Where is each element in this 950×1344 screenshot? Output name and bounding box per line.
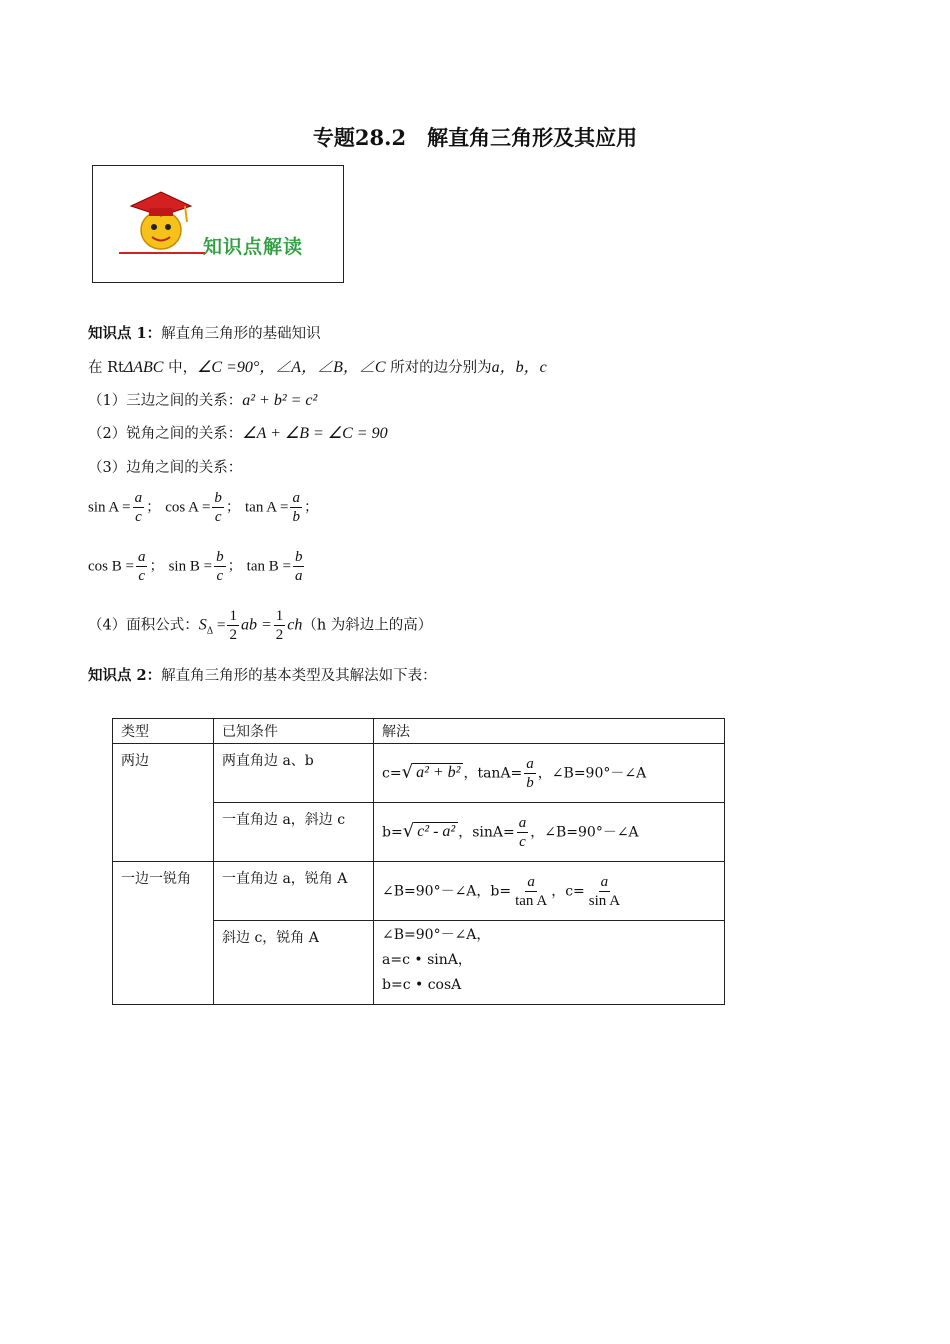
trig-row-a [88, 489, 318, 526]
row2-sol-a: b= [382, 824, 403, 840]
graduate-emoji-icon [115, 180, 205, 260]
cosA-num: b [214, 490, 222, 506]
row2-sol-c: ，∠B=90°－∠A [530, 824, 639, 840]
tanA-fraction [290, 489, 302, 526]
sep: ； [149, 558, 164, 575]
half-num-1: 1 [229, 608, 237, 624]
cosA-label: cos A = [165, 499, 211, 516]
row3-den1: tan A [515, 892, 548, 909]
tanB-fraction [293, 548, 305, 585]
knowledge-badge [92, 165, 344, 283]
row3-sol-a: ∠B=90°－∠A，b= [382, 883, 512, 899]
cosA-den: c [214, 509, 222, 525]
kp2-label: 知识点 2： [88, 667, 162, 684]
angle-c90: ∠C =90° [197, 359, 260, 376]
r1-label: （1）三边之间的关系： [88, 393, 243, 409]
header-condition: 已知条件 [214, 719, 374, 744]
intro-mid: 中， [163, 360, 198, 376]
intro-prefix: 在 Rt [88, 360, 124, 376]
relation-3-label: （3）边角之间的关系： [88, 460, 243, 476]
row1-fraction [524, 755, 536, 792]
sinB-fraction [214, 548, 226, 585]
relation-2 [88, 422, 388, 443]
row4-line-1: ∠B=90°－∠A， [382, 927, 491, 943]
r4-note: （h 为斜边上的高） [302, 617, 433, 634]
row4-line-3: b=c • cosA [382, 977, 462, 993]
row2-fraction [517, 814, 529, 851]
row3-num1: a [527, 873, 535, 890]
row3-sol-b: ，c= [551, 883, 585, 899]
row2-num: a [518, 814, 527, 831]
half-num-2: 1 [275, 608, 284, 624]
sqrt-icon: √ [401, 761, 414, 782]
relation-4 [88, 607, 432, 644]
row1-sol-a: c= [382, 765, 402, 781]
kp1-intro [88, 354, 547, 377]
sinA-fraction [133, 489, 145, 526]
sep: ； [303, 499, 319, 516]
row3-condition: 一直角边 a，锐角 A [214, 862, 374, 921]
sqrt-icon: √ [402, 820, 415, 841]
intro-triangle: ΔABC [123, 359, 164, 376]
relation-1 [88, 389, 317, 410]
header-type: 类型 [113, 719, 214, 744]
row2-condition: 一直角边 a，斜边 c [214, 803, 374, 862]
sinB-label: sin B = [168, 558, 213, 575]
tanB-den: a [294, 568, 303, 584]
sinB-num: b [216, 549, 224, 565]
tanA-label: tan A = [245, 499, 289, 516]
r4-eq: = [213, 617, 226, 634]
kp2-text: 解直角三角形的基本类型及其解法如下表： [161, 668, 437, 684]
r4-s: S [198, 616, 207, 634]
row1-condition: 两直角边 a、b [214, 744, 374, 803]
tanB-num: b [294, 549, 303, 565]
table-header-row [113, 719, 725, 744]
r4-ch: ch [287, 616, 303, 634]
sep: ； [146, 499, 161, 516]
row1-sqrt: a² + b² [413, 763, 463, 782]
r2-formula: ∠A + ∠B = ∠C = 90 [242, 425, 388, 442]
half-den-2: 2 [275, 627, 284, 643]
table-row [113, 744, 725, 803]
sinA-den: c [135, 509, 142, 525]
tanA-den: b [292, 509, 300, 525]
row2-solution [374, 803, 725, 862]
angles-rest: ，∠A，∠B，∠C [259, 359, 386, 376]
tanB-label: tan B = [246, 558, 291, 575]
row4-condition: 斜边 c，锐角 A [214, 921, 374, 1005]
r1-formula: a² + b² = c² [242, 392, 318, 409]
tanA-num: a [292, 490, 300, 506]
kp1-text: 解直角三角形的基础知识 [161, 326, 321, 342]
kp2-heading [88, 664, 437, 685]
sinB-den: c [216, 568, 224, 584]
row1-sol-c: ，∠B=90°－∠A [537, 765, 647, 781]
group-side-angle: 一边一锐角 [113, 862, 214, 1005]
sides: a，b，c [491, 359, 547, 376]
kp1-label: 知识点 1： [88, 325, 162, 342]
row4-line-2: a=c • sinA， [382, 952, 472, 968]
row1-sol-b: ，tanA= [463, 765, 523, 781]
sinA-num: a [134, 490, 143, 506]
cosB-fraction [136, 548, 148, 585]
row1-den: b [526, 774, 534, 791]
sinA-label: sin A = [88, 499, 131, 516]
r4-label: （4）面积公式： [88, 617, 199, 634]
solution-table [112, 718, 725, 1005]
sep: ； [227, 558, 243, 575]
row3-num2: a [600, 873, 609, 890]
trig-row-b [88, 548, 306, 585]
row1-num: a [526, 755, 534, 772]
half-den-1: 2 [229, 627, 237, 643]
half-fraction-2 [274, 607, 286, 644]
page-title: 专题28.2 解直角三角形及其应用 [312, 125, 638, 150]
row4-solution [374, 921, 725, 1005]
intro-suffix: 所对的边分别为 [385, 360, 492, 376]
row2-sol-b: ，sinA= [458, 824, 515, 840]
half-fraction-1 [227, 607, 239, 644]
group-two-sides: 两边 [113, 744, 214, 862]
r4-sub: Δ [206, 626, 214, 637]
row3-fraction-1 [513, 873, 549, 910]
badge-label: 知识点解读 [203, 236, 304, 258]
kp1-heading [88, 322, 321, 343]
header-solution: 解法 [374, 719, 725, 744]
cosB-num: a [137, 549, 146, 565]
row3-den2: sin A [588, 892, 621, 909]
table-row [113, 862, 725, 921]
cosB-den: c [138, 568, 146, 584]
row2-den: c [519, 833, 526, 850]
cosA-fraction [212, 489, 224, 526]
sep: ； [225, 499, 241, 516]
row3-fraction-2 [587, 873, 622, 910]
row3-solution [374, 862, 725, 921]
row1-solution [374, 744, 725, 803]
r4-ab: ab = [240, 616, 272, 634]
cosB-label: cos B = [88, 558, 134, 575]
row2-sqrt: c² - a² [414, 822, 458, 841]
r2-label: （2）锐角之间的关系： [88, 426, 243, 442]
